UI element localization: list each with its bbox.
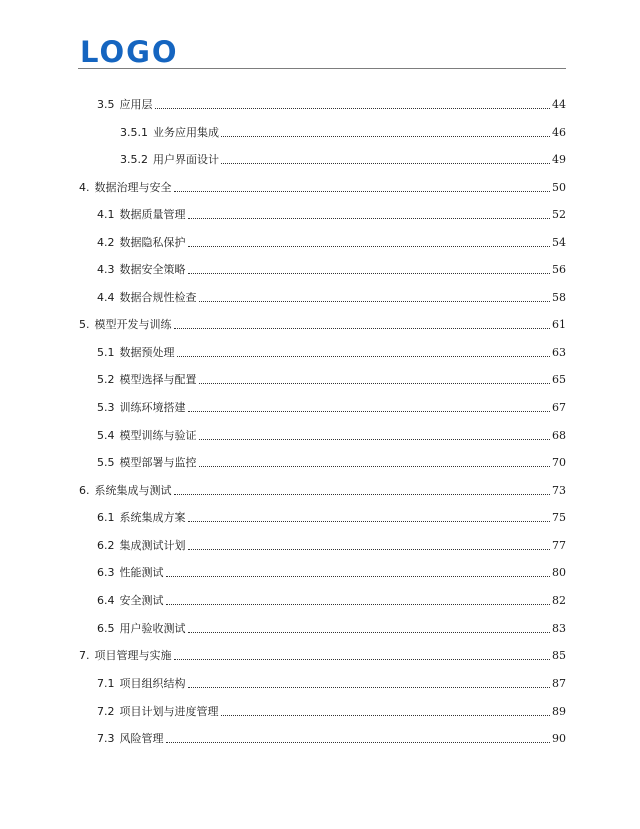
toc-leader-dots	[199, 439, 551, 440]
toc-title: 项目管理与实施	[94, 649, 172, 662]
toc-title: 用户界面设计	[153, 153, 219, 166]
toc-title: 系统集成方案	[119, 511, 186, 524]
toc-number: 6.5	[97, 622, 115, 635]
toc-entry-6-5[interactable]	[97, 618, 566, 636]
toc-title: 数据预处理	[119, 346, 175, 359]
toc-entry-4-2[interactable]	[97, 232, 566, 250]
toc-leader-dots	[221, 163, 550, 164]
toc-title: 数据治理与安全	[94, 181, 172, 194]
toc-entry-7-3[interactable]	[97, 728, 566, 746]
toc-entry-7-1[interactable]	[97, 673, 566, 691]
toc-entry-5[interactable]	[79, 314, 566, 332]
toc-leader-dots	[199, 466, 551, 467]
toc-number: 6.4	[97, 594, 115, 607]
toc-number: 6.3	[97, 566, 115, 579]
toc-leader-dots	[174, 191, 551, 192]
toc-leader-dots	[188, 273, 551, 274]
toc-number: 5.	[79, 318, 90, 331]
toc-number: 3.5	[97, 98, 115, 111]
toc-leader-dots	[188, 411, 551, 412]
toc-page-number: 50	[552, 181, 566, 194]
toc-page-number: 56	[552, 263, 566, 276]
toc-number: 4.3	[97, 263, 115, 276]
toc-page-number: 46	[552, 126, 566, 139]
toc-title: 性能测试	[119, 566, 164, 579]
toc-number: 4.4	[97, 291, 115, 304]
toc-page-number: 70	[552, 456, 566, 469]
toc-leader-dots	[188, 549, 551, 550]
toc-title: 业务应用集成	[153, 126, 219, 139]
toc-entry-6-4[interactable]	[97, 590, 566, 608]
toc-leader-dots	[188, 218, 551, 219]
toc-page-number: 54	[552, 236, 566, 249]
toc-number: 7.3	[97, 732, 115, 745]
toc-entry-7-2[interactable]	[97, 701, 566, 719]
toc-number: 5.4	[97, 429, 115, 442]
logo: LOGO	[80, 35, 179, 69]
toc-page-number: 89	[552, 705, 566, 718]
toc-title: 集成测试计划	[119, 539, 186, 552]
toc-page-number: 58	[552, 291, 566, 304]
toc-number: 6.1	[97, 511, 115, 524]
toc-title: 训练环境搭建	[119, 401, 186, 414]
toc-leader-dots	[188, 632, 551, 633]
toc-title: 数据合规性检查	[119, 291, 197, 304]
toc-title: 模型部署与监控	[119, 456, 197, 469]
toc-number: 7.	[79, 649, 90, 662]
toc-entry-5-5[interactable]	[97, 452, 566, 470]
toc-title: 数据质量管理	[119, 208, 186, 221]
toc-title: 项目计划与进度管理	[119, 705, 219, 718]
toc-leader-dots	[174, 659, 551, 660]
toc-title: 数据安全策略	[119, 263, 186, 276]
toc-number: 6.	[79, 484, 90, 497]
toc-leader-dots	[155, 108, 551, 109]
toc-page-number: 73	[552, 484, 566, 497]
toc-number: 4.	[79, 181, 90, 194]
toc-number: 5.3	[97, 401, 115, 414]
toc-leader-dots	[174, 494, 551, 495]
toc-page-number: 82	[552, 594, 566, 607]
toc-number: 3.5.2	[120, 153, 148, 166]
toc-leader-dots	[166, 576, 551, 577]
toc-page-number: 67	[552, 401, 566, 414]
toc-number: 5.1	[97, 346, 115, 359]
toc-page-number: 87	[552, 677, 566, 690]
toc-number: 4.1	[97, 208, 115, 221]
toc-entry-5-4[interactable]	[97, 425, 566, 443]
toc-title: 模型训练与验证	[119, 429, 197, 442]
toc-page-number: 75	[552, 511, 566, 524]
toc-number: 4.2	[97, 236, 115, 249]
toc-entry-6-1[interactable]	[97, 507, 566, 525]
toc-leader-dots	[166, 742, 551, 743]
toc-entry-3-5-1[interactable]	[120, 122, 566, 140]
toc-title: 风险管理	[119, 732, 164, 745]
toc-entry-5-1[interactable]	[97, 342, 566, 360]
toc-title: 项目组织结构	[119, 677, 186, 690]
toc-page-number: 83	[552, 622, 566, 635]
toc-entry-5-3[interactable]	[97, 397, 566, 415]
toc-entry-5-2[interactable]	[97, 369, 566, 387]
toc-page-number: 63	[552, 346, 566, 359]
toc-leader-dots	[188, 521, 551, 522]
toc-page-number: 85	[552, 649, 566, 662]
toc-title: 数据隐私保护	[119, 236, 186, 249]
toc-page-number: 52	[552, 208, 566, 221]
toc-page-number: 44	[552, 98, 566, 111]
toc-title: 安全测试	[119, 594, 164, 607]
toc-number: 7.1	[97, 677, 115, 690]
toc-title: 应用层	[119, 98, 153, 111]
toc-page-number: 49	[552, 153, 566, 166]
toc-entry-6-3[interactable]	[97, 562, 566, 580]
toc-leader-dots	[221, 136, 550, 137]
toc-leader-dots	[221, 715, 551, 716]
toc-number: 3.5.1	[120, 126, 148, 139]
toc-page-number: 90	[552, 732, 566, 745]
toc-entry-6-2[interactable]	[97, 535, 566, 553]
toc-page-number: 80	[552, 566, 566, 579]
toc-page-number: 65	[552, 373, 566, 386]
toc-title: 模型选择与配置	[119, 373, 197, 386]
toc-title: 模型开发与训练	[94, 318, 172, 331]
toc-leader-dots	[174, 328, 551, 329]
toc-page-number: 61	[552, 318, 566, 331]
toc-number: 5.2	[97, 373, 115, 386]
toc-page-number: 68	[552, 429, 566, 442]
toc-leader-dots	[199, 301, 551, 302]
toc-number: 5.5	[97, 456, 115, 469]
toc-number: 6.2	[97, 539, 115, 552]
toc-title: 系统集成与测试	[94, 484, 172, 497]
toc-leader-dots	[166, 604, 551, 605]
toc-entry-4-3[interactable]	[97, 259, 566, 277]
toc-entry-4[interactable]	[79, 177, 566, 195]
toc-leader-dots	[177, 356, 551, 357]
toc-title: 用户验收测试	[119, 622, 186, 635]
toc-entry-7[interactable]	[79, 645, 566, 663]
toc-number: 7.2	[97, 705, 115, 718]
toc-leader-dots	[188, 246, 551, 247]
toc-page-number: 77	[552, 539, 566, 552]
toc-entry-6[interactable]	[79, 480, 566, 498]
toc-entry-4-4[interactable]	[97, 287, 566, 305]
toc-leader-dots	[199, 383, 551, 384]
toc-entry-3-5-2[interactable]	[120, 149, 566, 167]
toc-leader-dots	[188, 687, 551, 688]
toc-entry-4-1[interactable]	[97, 204, 566, 222]
toc-entry-3-5[interactable]	[97, 94, 566, 112]
